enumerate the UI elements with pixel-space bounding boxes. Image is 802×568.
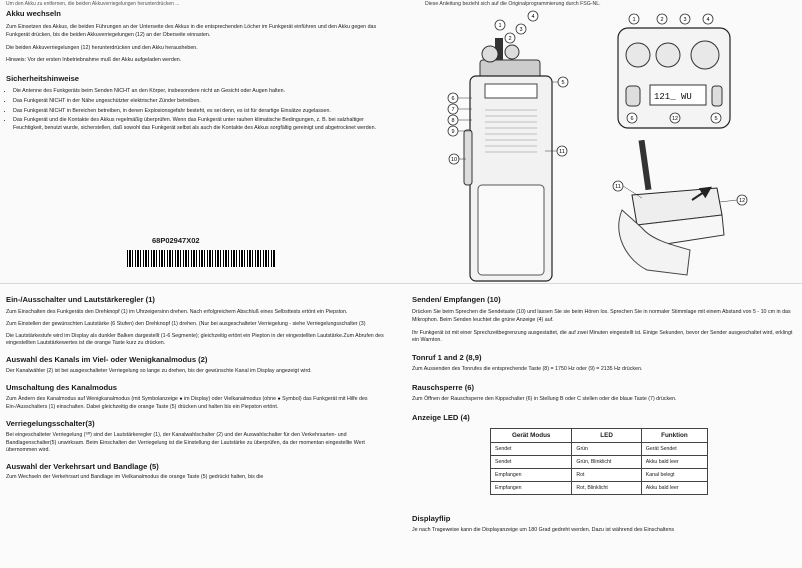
battery-icon bbox=[478, 185, 544, 275]
bottom-right-column bbox=[412, 296, 796, 534]
table-header: Gerät Modus bbox=[491, 429, 572, 443]
table-cell: Empfangen bbox=[491, 469, 572, 482]
callout-label: 3 bbox=[683, 17, 687, 23]
section-title-band: Auswahl der Verkehrsart und Bandlage (5) bbox=[6, 462, 159, 472]
radio-display-icon bbox=[485, 84, 537, 98]
table-header-row bbox=[491, 429, 708, 443]
callout-label: 1 bbox=[632, 17, 636, 23]
barcode bbox=[127, 250, 275, 267]
callout-label: 7 bbox=[451, 107, 455, 113]
table-cell: Rot bbox=[572, 469, 641, 482]
table-row bbox=[491, 469, 708, 482]
safety-item: • Das Funkgerät NICHT in der Nähe ungeschützter elektrischer Zünder betreiben. bbox=[13, 98, 390, 106]
callout-label: 9 bbox=[451, 129, 455, 135]
top-page bbox=[0, 0, 802, 283]
table-cell: Grün bbox=[572, 443, 641, 456]
section-title-led: Anzeige LED (4) bbox=[412, 413, 470, 423]
safety-title: Sicherheitshinweise bbox=[6, 74, 80, 84]
table-cell: Akku bald leer bbox=[641, 456, 707, 469]
callout-label: 1 bbox=[498, 23, 502, 29]
table-row bbox=[491, 482, 708, 495]
callout-label: 5 bbox=[714, 116, 718, 122]
paragraph: Zum Öffnen der Rauschsperre den Kippschalter (6) in Stellung B oder C stellen oder die blaue Taste (7) drücken. bbox=[412, 396, 677, 403]
paragraph: Drücken Sie beim Sprechen die Sendetaste (10) und lassen Sie sie beim Hören los. Sprechen Sie in normaler Stimmlage mit einem Abstand von 5 - 10 cm in das Mikrophon. Beim Senden leuchtet die grüne Anzeige (4) auf. bbox=[412, 309, 791, 324]
callout-label: 2 bbox=[508, 36, 512, 42]
part-number: 68P02947X02 bbox=[152, 236, 200, 245]
display-text: 121_ WU bbox=[654, 92, 692, 102]
section-title-transmit: Senden/ Empfangen (10) bbox=[412, 295, 501, 304]
akku-title: Akku wechseln bbox=[6, 9, 61, 18]
callout-label: 12 bbox=[738, 198, 746, 204]
callout-label: 4 bbox=[531, 14, 535, 20]
paragraph-cut: Zum Wechseln der Verkehrsart und Bandlage im Vielkanalmodus die orange Taste (5) gedrückt halten, bis die bbox=[6, 474, 264, 481]
callout-label: 6 bbox=[630, 116, 634, 122]
safety-item: • Das Funkgerät und die Kontakte des Akkus regelmäßig überprüfen. Wenn das Funkgerät unter rauhen klimatische Bedingungen, z. B. bei salzhaltiger Feuchtigkeit, benutzt wurde, sicherstellen, daß sowohl das Funkgerät selbst als auch die Kontakte des Akkus sorgfältig gereinigt und abgetrocknet werden. bbox=[13, 117, 390, 132]
led-table bbox=[490, 428, 708, 495]
battery-removal-figure bbox=[612, 140, 752, 280]
callout-label: 5 bbox=[561, 80, 565, 86]
callout-label: 3 bbox=[519, 27, 523, 33]
ptt-button-icon bbox=[464, 130, 472, 185]
table-cell: Gerät Sendet bbox=[641, 443, 707, 456]
paragraph: Ihr Funkgerät ist mit einer Sprechzeitbegrenzung ausgestattet, die auf zwei Minuten eingestellt ist. Einige Sekunden, bevor der Sender ausgeschaltet wird, erklingt ein Warnton. bbox=[412, 329, 793, 344]
knob-icon bbox=[626, 43, 650, 67]
orange-button-icon bbox=[712, 86, 722, 106]
antenna-base-icon bbox=[691, 41, 719, 69]
volume-knob-icon bbox=[482, 46, 498, 62]
paragraph-cut: Je nach Trageweise kann die Displayanzeige um 180 Grad gedreht werden. Dazu ist während des Einschaltens bbox=[412, 526, 675, 533]
table-cell: Grün, Blinklicht bbox=[572, 456, 641, 469]
table-cell: Sendet bbox=[491, 443, 572, 456]
paragraph: Zum Ändern des Kanalmodus auf Wenigkanalmodus (mit Symbolanzeige ● im Display) oder Vielkanalmodus (ohne ● Symbol) das Funkgerät mit Hilfe des Ein-/Ausschalters (1) einschalten. Dabei gleichzeitig die orange Taste (5) drücken und halten bis ein Piepston ertönt. bbox=[6, 396, 368, 411]
toggle-switch-icon bbox=[626, 86, 640, 106]
callout-label: 12 bbox=[671, 116, 679, 122]
section-title-mode: Umschaltung des Kanalmodus bbox=[6, 383, 117, 393]
callout-label: 8 bbox=[451, 118, 455, 124]
akku-paragraph-1: Zum Einsetzen des Akkus, die beiden Führungen an der Unterseite des Akkus in die entsprechenden Löcher im Funkgerät einführen und den Akku gegen das Funkgerät drücken, bis die beiden Akkuverriegelungen (12) an der Oberseite einrasten. bbox=[6, 24, 377, 39]
antenna-icon bbox=[639, 140, 652, 190]
paragraph: Zum Einstellen der gewünschten Lautstärke (6 Stufen) den Drehknopf (1) drehen. (Nur bei ausgeschalteter Verriegelung - siehe Verriegelungsschalter (3) bbox=[6, 321, 366, 328]
paragraph: Zum Einschalten des Funkgeräts den Drehknopf (1) im Uhrzeigersinn drehen. Nach erfolgreichem Abschluß eines Selbsttests ertönt ein Piepston. bbox=[6, 309, 348, 316]
figure-caption: Diese Anleitung bezieht sich auf die Originalprogrammierung durch FSG-NL. bbox=[425, 1, 601, 7]
table-cell: Akku bald leer bbox=[641, 482, 707, 495]
table-row bbox=[491, 456, 708, 469]
section-title-displayflip: Displayflip bbox=[412, 514, 451, 524]
paragraph: Bei eingeschalteter Verriegelung (⁵ᴿ) sind der Lautstärkeregler (1), der Kanalwahlschalter (2) und der Auswahlschalter für den Verkehrsarten- und Bandlagenschalter(5) unwirksam. Beim Einschalten der Verriegelung ist die Einstellung der Lautstärke zu überprüfen, da der momentan eingestellte Wert übernommen wird. bbox=[6, 432, 365, 454]
safety-item: • Das Funkgerät NICHT in Bereichen betreiben, in denen Explosionsgefahr besteht, es sei denn, es ist für derartige Einsätze zugelassen. bbox=[13, 108, 390, 116]
callout-label: 6 bbox=[451, 96, 455, 102]
callout-label: 4 bbox=[706, 17, 710, 23]
callout-label: 11 bbox=[559, 149, 565, 155]
safety-item: • Die Antenne des Funkgeräts beim Senden NICHT an den Körper, insbesondere nicht an Gesicht oder Augen halten. bbox=[13, 88, 390, 96]
table-cell: Sendet bbox=[491, 456, 572, 469]
paragraph: Die Lautstärkestufe wird im Display als dunkler Balken dargestellt (1-6 Segmente); gleichzeitig ertönt ein Piepton in der eingestellten Lautstärke.Zum Abrufen des eingestellten Lautstärkewertes ist die orange Taste kurz zu drücken. bbox=[6, 332, 384, 347]
table-cell: Empfangen bbox=[491, 482, 572, 495]
radio-top-figure bbox=[610, 10, 740, 135]
radio-front-figure bbox=[440, 10, 610, 282]
knob-icon bbox=[656, 43, 680, 67]
callout-label: 10 bbox=[450, 157, 458, 163]
paragraph: Zum Aussenden des Tonrufes die entsprechende Taste (8) = 1750 Hz oder (9) = 2135 Hz drücken. bbox=[412, 366, 643, 373]
table-cell: Rot, Blinklicht bbox=[572, 482, 641, 495]
bottom-page bbox=[0, 283, 802, 568]
table-cell: Kanal belegt bbox=[641, 469, 707, 482]
callout-label: 11 bbox=[615, 184, 621, 190]
top-left-column bbox=[6, 10, 390, 135]
safety-list bbox=[6, 88, 390, 132]
channel-knob-icon bbox=[505, 45, 519, 59]
bottom-left-column bbox=[6, 296, 394, 482]
table-row bbox=[491, 443, 708, 456]
table-header: LED bbox=[572, 429, 641, 443]
section-title-lock: Verriegelungsschalter(3) bbox=[6, 418, 95, 428]
callout-label: 2 bbox=[660, 17, 664, 23]
paragraph: Der Kanalwähler (2) ist bei ausgeschalteter Verriegelung so lange zu drehen, bis der gewünschte Kanal im Display angezeigt wird. bbox=[6, 368, 312, 375]
section-title-channel: Auswahl des Kanals im Viel- oder Wenigkanalmodus (2) bbox=[6, 355, 208, 365]
section-title-power: Ein-/Ausschalter und Lautstärkeregler (1) bbox=[6, 295, 155, 304]
section-title-squelch: Rauschsperre (6) bbox=[412, 383, 475, 393]
akku-hint: Hinweis: Vor der ersten Inbetriebnahme muß der Akku aufgeladen werden. bbox=[6, 57, 182, 64]
section-title-tone: Tonruf 1 and 2 (8,9) bbox=[412, 353, 482, 363]
table-header: Funktion bbox=[641, 429, 707, 443]
cut-off-line: Um den Akku zu entfernen, die beiden Akkuverriegelungen herunterdrücken ... bbox=[6, 1, 180, 7]
akku-paragraph-2: Die beiden Akkuverriegelungen (12) herunterdrücken und den Akku herausheben. bbox=[6, 44, 198, 51]
